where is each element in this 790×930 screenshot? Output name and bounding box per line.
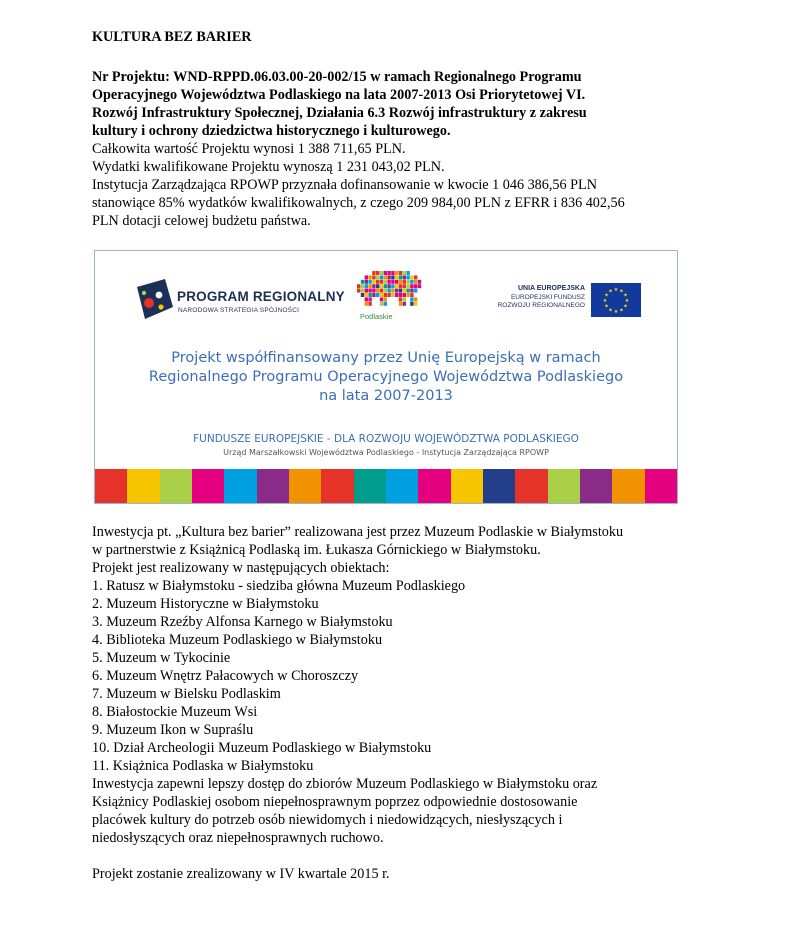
bison-tile bbox=[384, 297, 387, 301]
eu-line: UNIA EUROPEJSKA bbox=[517, 285, 585, 292]
cofinance-line: Regionalnego Programu Operacyjnego Województwa Podlaskiego bbox=[148, 369, 624, 385]
eu-star-icon: ★ bbox=[623, 293, 628, 299]
bison-tile bbox=[395, 280, 398, 284]
bison-tile bbox=[384, 280, 387, 284]
eu-star-icon: ★ bbox=[604, 293, 609, 299]
funds-slogan: FUNDUSZE EUROPEJSKIE - DLA ROZWOJU WOJEWÓDZTWA PODLASKIEGO bbox=[193, 433, 579, 445]
intro-line: w partnerstwie z Książnicą Podlaską im. Łukasza Górnickiego w Białymstoku. bbox=[92, 542, 541, 558]
color-stripe bbox=[451, 469, 483, 503]
bison-tile bbox=[399, 297, 402, 301]
eu-cofinancing-banner bbox=[94, 250, 678, 504]
list-item: 4. Biblioteka Muzeum Podlaskiego w Białymstoku bbox=[92, 632, 383, 648]
bison-tile bbox=[365, 302, 368, 306]
color-stripe bbox=[645, 469, 677, 503]
program-regionalny-emblem-icon bbox=[135, 277, 175, 321]
color-stripe bbox=[257, 469, 289, 503]
bison-tile bbox=[372, 293, 375, 297]
project-line: kultury i ochrony dziedzictwa historycznego i kulturowego. bbox=[92, 123, 451, 139]
bison-tile bbox=[414, 275, 417, 279]
bison-tile bbox=[395, 271, 398, 275]
intro-line: Projekt jest realizowany w następujących obiektach: bbox=[92, 560, 390, 576]
cofinance-line: na lata 2007-2013 bbox=[319, 388, 453, 404]
list-item: 8. Białostockie Muzeum Wsi bbox=[92, 704, 258, 720]
finance-line: Instytucja Zarządzająca RPOWP przyznała dofinansowanie w kwocie 1 046 386,56 PLN bbox=[92, 177, 597, 193]
bison-tile bbox=[403, 284, 406, 288]
bison-tile bbox=[399, 284, 402, 288]
bison-tile bbox=[384, 271, 387, 275]
color-stripe bbox=[580, 469, 612, 503]
bison-tile bbox=[361, 280, 364, 284]
podlaskie-logo bbox=[357, 271, 447, 331]
list-item: 9. Muzeum Ikon w Supraślu bbox=[92, 722, 254, 738]
bison-tile bbox=[391, 293, 394, 297]
bison-tile bbox=[414, 302, 417, 306]
bison-tile bbox=[410, 284, 413, 288]
eu-flag-icon bbox=[591, 283, 641, 317]
list-item: 1. Ratusz w Białymstoku - siedziba główna Muzeum Podlaskiego bbox=[92, 578, 466, 594]
project-line: Operacyjnego Województwa Podlaskiego na lata 2007-2013 Osi Priorytetowej VI. bbox=[92, 87, 586, 103]
bison-tile bbox=[395, 293, 398, 297]
outcome-line: Inwestycja zapewni lepszy dostęp do zbiorów Muzeum Podlaskiego w Białymstoku oraz bbox=[92, 776, 598, 792]
eu-star-icon: ★ bbox=[623, 304, 628, 310]
project-line: Nr Projektu: WND-RPPD.06.03.00-20-002/15 w ramach Regionalnego Programu bbox=[92, 69, 582, 85]
eu-star-icon: ★ bbox=[619, 308, 624, 314]
document-lower bbox=[92, 523, 712, 883]
color-stripe bbox=[289, 469, 321, 503]
bison-tile bbox=[391, 284, 394, 288]
bison-tile bbox=[410, 275, 413, 279]
project-number-block bbox=[92, 68, 712, 140]
bison-tile bbox=[376, 280, 379, 284]
list-item: 2. Muzeum Historyczne w Białymstoku bbox=[92, 596, 319, 612]
bison-tile bbox=[361, 284, 364, 288]
color-stripe bbox=[418, 469, 450, 503]
list-item: 6. Muzeum Wnętrz Pałacowych w Choroszczy bbox=[92, 668, 359, 684]
bison-tile bbox=[372, 271, 375, 275]
finance-line: PLN dotacji celowej budżetu państwa. bbox=[92, 213, 311, 229]
spacer bbox=[92, 847, 712, 865]
program-title: PROGRAM REGIONALNY bbox=[177, 289, 345, 304]
bison-tile bbox=[365, 289, 368, 293]
bison-tile bbox=[380, 302, 383, 306]
color-stripe bbox=[192, 469, 224, 503]
bison-tile bbox=[391, 271, 394, 275]
bison-tile bbox=[380, 297, 383, 301]
bison-tile bbox=[380, 293, 383, 297]
intro-block bbox=[92, 523, 712, 577]
cofinancing-statement bbox=[95, 349, 677, 406]
bison-tile bbox=[395, 284, 398, 288]
color-stripe bbox=[354, 469, 386, 503]
bison-tile bbox=[399, 271, 402, 275]
bison-tile bbox=[403, 271, 406, 275]
bison-tile bbox=[399, 275, 402, 279]
document bbox=[92, 24, 712, 230]
list-item: 3. Muzeum Rzeźby Alfonsa Karnego w Białymstoku bbox=[92, 614, 393, 630]
bison-tile bbox=[380, 280, 383, 284]
bison-tile bbox=[403, 293, 406, 297]
bison-tile bbox=[399, 302, 402, 306]
bison-tile bbox=[368, 302, 371, 306]
eu-star-icon: ★ bbox=[608, 308, 613, 314]
bison-tile bbox=[403, 302, 406, 306]
eu-logo bbox=[473, 283, 641, 323]
list-item: 5. Muzeum w Tykocinie bbox=[92, 650, 231, 666]
color-stripe bbox=[95, 469, 127, 503]
podlaskie-label: Podlaskie bbox=[360, 312, 393, 321]
bison-tile bbox=[414, 284, 417, 288]
bison-tile bbox=[357, 289, 360, 293]
bison-tile bbox=[380, 271, 383, 275]
outcome-line: niedosłyszących oraz niepełnosprawnych ruchowo. bbox=[92, 830, 384, 846]
color-stripe bbox=[386, 469, 418, 503]
finance-line: Wydatki kwalifikowane Projektu wynoszą 1 231 043,02 PLN. bbox=[92, 159, 445, 175]
bison-tile bbox=[365, 293, 368, 297]
bison-tile bbox=[418, 284, 421, 288]
bison-tile bbox=[384, 284, 387, 288]
bison-tile bbox=[365, 280, 368, 284]
bison-tile bbox=[410, 293, 413, 297]
finance-line: Całkowita wartość Projektu wynosi 1 388 711,65 PLN. bbox=[92, 141, 406, 157]
bison-tile bbox=[387, 280, 390, 284]
bison-tile bbox=[387, 271, 390, 275]
bison-tile bbox=[384, 275, 387, 279]
bison-tile bbox=[380, 284, 383, 288]
bison-tile bbox=[399, 293, 402, 297]
bison-tile bbox=[365, 297, 368, 301]
bison-tile bbox=[391, 275, 394, 279]
eu-star-icon: ★ bbox=[602, 299, 608, 304]
bison-tile bbox=[399, 280, 402, 284]
bison-tile bbox=[410, 280, 413, 284]
managing-authority-line: Urząd Marszałkowski Województwa Podlaskiego - Instytucja Zarządzająca RPOWP bbox=[223, 448, 549, 457]
bison-tile bbox=[361, 289, 364, 293]
bison-tile bbox=[384, 289, 387, 293]
color-stripe bbox=[483, 469, 515, 503]
bison-tile bbox=[406, 271, 409, 275]
bison-tile bbox=[414, 289, 417, 293]
bison-tile bbox=[406, 284, 409, 288]
eu-star-icon: ★ bbox=[613, 310, 619, 315]
outcome-line: Książnicy Podlaskiej osobom niepełnosprawnym poprzez odpowiednie dostosowanie bbox=[92, 794, 578, 810]
bison-tile bbox=[410, 289, 413, 293]
program-subtitle: NARODOWA STRATEGIA SPÓJNOŚCI bbox=[178, 307, 300, 314]
color-stripe bbox=[160, 469, 192, 503]
bison-tile bbox=[403, 275, 406, 279]
eu-star-icon: ★ bbox=[604, 304, 609, 310]
bison-tile bbox=[376, 284, 379, 288]
list-item: 11. Książnica Podlaska w Białymstoku bbox=[92, 758, 314, 774]
eu-line: EUROPEJSKI FUNDUSZ bbox=[510, 293, 585, 301]
objects-list bbox=[92, 577, 712, 775]
bison-tile bbox=[391, 280, 394, 284]
bison-tile bbox=[403, 297, 406, 301]
color-stripe bbox=[515, 469, 547, 503]
project-line: Rozwój Infrastruktury Społecznej, Działania 6.3 Rozwój infrastruktury z zakresu bbox=[92, 105, 587, 121]
bison-tile bbox=[418, 280, 421, 284]
bison-tile bbox=[376, 289, 379, 293]
intro-line: Inwestycja pt. „Kultura bez barier” realizowana jest przez Muzeum Podlaskie w Białymstoku bbox=[92, 524, 624, 540]
bison-tile bbox=[365, 284, 368, 288]
bison-tile bbox=[376, 293, 379, 297]
color-stripe bbox=[321, 469, 353, 503]
bison-mosaic-icon bbox=[357, 271, 427, 313]
eu-star-icon: ★ bbox=[624, 299, 630, 304]
bison-tile bbox=[368, 289, 371, 293]
completion-note: Projekt zostanie zrealizowany w IV kwartale 2015 r. bbox=[92, 866, 390, 882]
bison-tile bbox=[372, 284, 375, 288]
bison-tile bbox=[361, 293, 364, 297]
cofinance-line: Projekt współfinansowany przez Unię Europejską w ramach bbox=[171, 350, 601, 366]
bison-tile bbox=[368, 284, 371, 288]
bison-tile bbox=[406, 275, 409, 279]
bison-tile bbox=[365, 275, 368, 279]
outcome-block bbox=[92, 775, 712, 847]
bison-tile bbox=[414, 280, 417, 284]
bison-tile bbox=[372, 275, 375, 279]
bison-tile bbox=[410, 297, 413, 301]
bison-tile bbox=[380, 275, 383, 279]
bison-tile bbox=[387, 289, 390, 293]
color-stripes bbox=[95, 469, 677, 503]
bison-tile bbox=[403, 289, 406, 293]
color-stripe bbox=[612, 469, 644, 503]
bison-tile bbox=[406, 293, 409, 297]
bison-tile bbox=[368, 297, 371, 301]
list-item: 10. Dział Archeologii Muzeum Podlaskiego w Białymstoku bbox=[92, 740, 432, 756]
eu-line: ROZWOJU REGIONALNEGO bbox=[497, 302, 585, 309]
bison-tile bbox=[372, 280, 375, 284]
bison-tile bbox=[376, 271, 379, 275]
bison-tile bbox=[376, 275, 379, 279]
bison-tile bbox=[395, 289, 398, 293]
bison-tile bbox=[372, 289, 375, 293]
bison-tile bbox=[403, 280, 406, 284]
eu-star-icon: ★ bbox=[619, 289, 624, 295]
eu-star-icon: ★ bbox=[613, 288, 619, 293]
bison-tile bbox=[399, 289, 402, 293]
bison-tile bbox=[368, 293, 371, 297]
page-title: KULTURA BEZ BARIER bbox=[92, 29, 252, 45]
list-item: 7. Muzeum w Bielsku Podlaskim bbox=[92, 686, 281, 702]
bison-tile bbox=[357, 284, 360, 288]
bison-tile bbox=[387, 293, 390, 297]
bison-tile bbox=[406, 289, 409, 293]
bison-tile bbox=[380, 289, 383, 293]
bison-tile bbox=[368, 280, 371, 284]
color-stripe bbox=[548, 469, 580, 503]
bison-tile bbox=[406, 280, 409, 284]
finance-block bbox=[92, 140, 712, 230]
bison-tile bbox=[384, 293, 387, 297]
program-regionalny-logo bbox=[135, 273, 345, 329]
bison-tile bbox=[414, 297, 417, 301]
bison-tile bbox=[384, 302, 387, 306]
eu-fund-text bbox=[498, 285, 585, 311]
finance-line: stanowiące 85% wydatków kwalifikowalnych, z czego 209 984,00 PLN z EFRR i 836 402,56 bbox=[92, 195, 625, 211]
eu-star-icon: ★ bbox=[608, 289, 613, 295]
color-stripe bbox=[127, 469, 159, 503]
outcome-line: placówek kultury do potrzeb osób niewidomych i niedowidzących, niesłyszących i bbox=[92, 812, 563, 828]
bison-tile bbox=[391, 289, 394, 293]
bison-tile bbox=[387, 275, 390, 279]
color-stripe bbox=[224, 469, 256, 503]
bison-tile bbox=[387, 284, 390, 288]
bison-tile bbox=[368, 275, 371, 279]
bison-tile bbox=[410, 302, 413, 306]
bison-tile bbox=[395, 275, 398, 279]
